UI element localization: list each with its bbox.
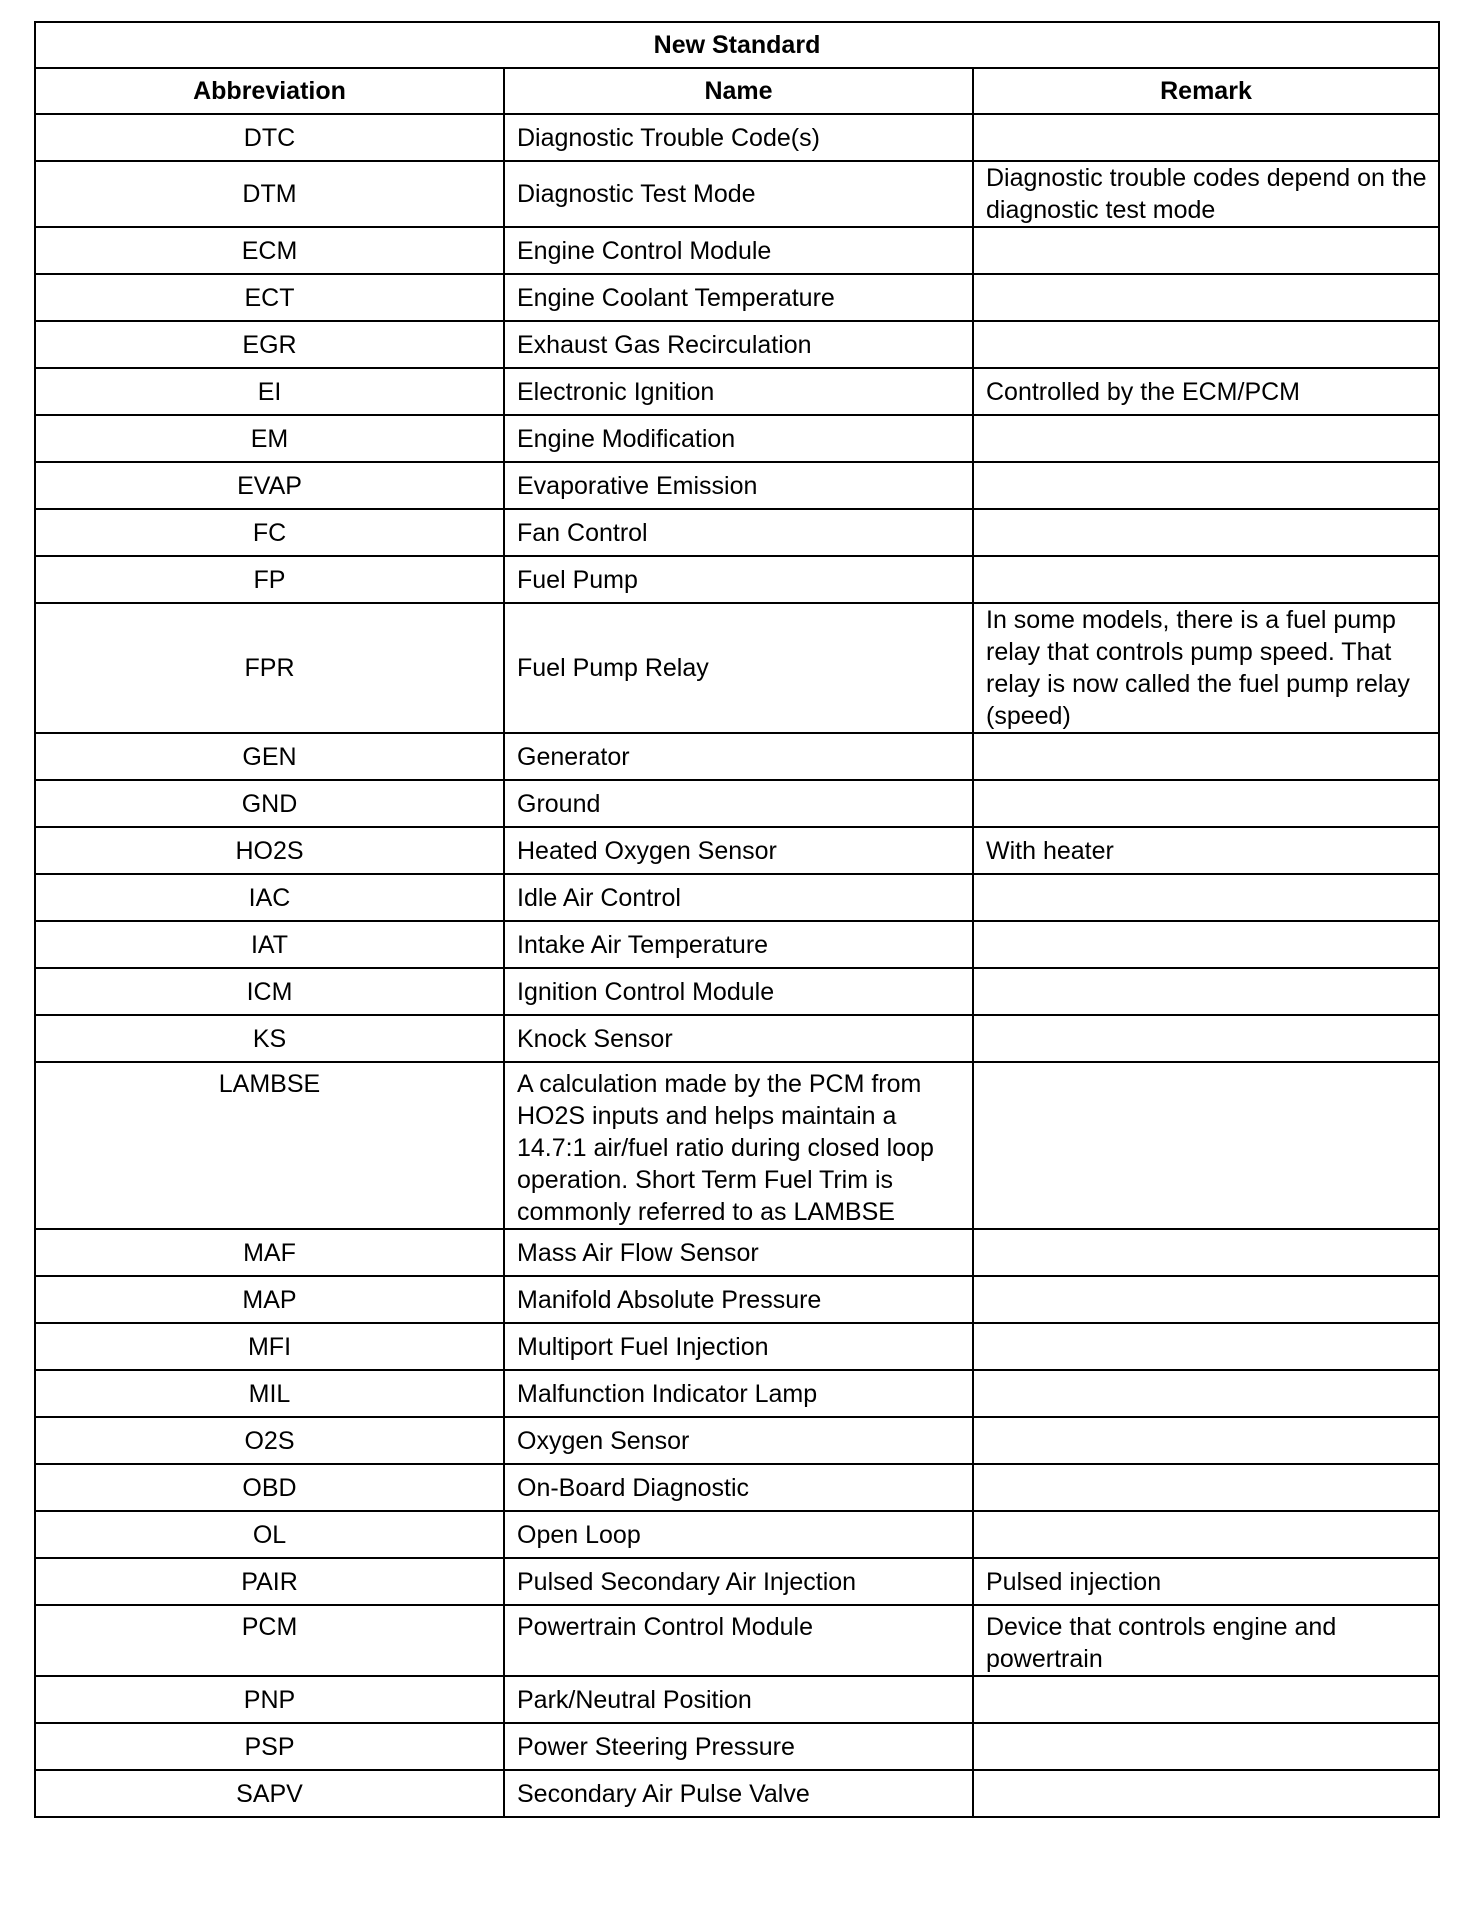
name-cell: Powertrain Control Module: [504, 1605, 973, 1676]
remark-cell: [973, 415, 1439, 462]
table-header-row: [35, 68, 1439, 114]
name-cell: Fuel Pump: [504, 556, 973, 603]
name-cell: Engine Control Module: [504, 227, 973, 274]
abbreviation-cell: O2S: [35, 1417, 504, 1464]
name-cell: Generator: [504, 733, 973, 780]
name-cell: Electronic Ignition: [504, 368, 973, 415]
remark-cell: With heater: [973, 827, 1439, 874]
table-row: [35, 462, 1439, 509]
name-cell: Fan Control: [504, 509, 973, 556]
abbreviation-cell: FC: [35, 509, 504, 556]
table-row: [35, 603, 1439, 733]
abbreviation-cell: IAC: [35, 874, 504, 921]
remark-cell: [973, 1464, 1439, 1511]
table-row: [35, 1417, 1439, 1464]
abbreviation-cell: PCM: [35, 1605, 504, 1676]
abbreviation-cell: ECM: [35, 227, 504, 274]
table-row: [35, 556, 1439, 603]
table-row: [35, 968, 1439, 1015]
table-row: [35, 509, 1439, 556]
table-row: [35, 1464, 1439, 1511]
name-cell: Ignition Control Module: [504, 968, 973, 1015]
name-cell: Engine Modification: [504, 415, 973, 462]
remark-cell: [973, 733, 1439, 780]
name-cell: Engine Coolant Temperature: [504, 274, 973, 321]
name-cell: Fuel Pump Relay: [504, 603, 973, 733]
abbreviation-cell: EM: [35, 415, 504, 462]
remark-cell: [973, 1276, 1439, 1323]
name-cell: Malfunction Indicator Lamp: [504, 1370, 973, 1417]
abbreviation-cell: PAIR: [35, 1558, 504, 1605]
name-cell: Exhaust Gas Recirculation: [504, 321, 973, 368]
column-header-remark: Remark: [973, 68, 1439, 114]
remark-cell: [973, 1511, 1439, 1558]
remark-cell: [973, 1062, 1439, 1229]
abbreviation-cell: PSP: [35, 1723, 504, 1770]
abbreviation-cell: EI: [35, 368, 504, 415]
name-cell: A calculation made by the PCM from HO2S inputs and helps maintain a 14.7:1 air/fuel ratio during closed loop operation. Short Term Fuel Trim is commonly referred to as LAMBSE: [504, 1062, 973, 1229]
remark-cell: [973, 1015, 1439, 1062]
remark-cell: [973, 321, 1439, 368]
remark-cell: [973, 1770, 1439, 1817]
table-row: [35, 874, 1439, 921]
abbreviation-cell: FPR: [35, 603, 504, 733]
abbreviation-cell: ECT: [35, 274, 504, 321]
abbreviation-cell: LAMBSE: [35, 1062, 504, 1229]
name-cell: Diagnostic Trouble Code(s): [504, 114, 973, 161]
name-cell: Power Steering Pressure: [504, 1723, 973, 1770]
remark-cell: [973, 509, 1439, 556]
abbreviation-cell: SAPV: [35, 1770, 504, 1817]
remark-cell: [973, 114, 1439, 161]
name-cell: Ground: [504, 780, 973, 827]
remark-cell: Controlled by the ECM/PCM: [973, 368, 1439, 415]
table-row: [35, 1558, 1439, 1605]
abbreviation-cell: KS: [35, 1015, 504, 1062]
remark-cell: Device that controls engine and powertrain: [973, 1605, 1439, 1676]
column-header-name: Name: [504, 68, 973, 114]
name-cell: Intake Air Temperature: [504, 921, 973, 968]
name-cell: Multiport Fuel Injection: [504, 1323, 973, 1370]
table-row: [35, 827, 1439, 874]
table-row: [35, 1370, 1439, 1417]
remark-cell: [973, 227, 1439, 274]
name-cell: Oxygen Sensor: [504, 1417, 973, 1464]
abbreviation-cell: DTM: [35, 161, 504, 227]
table-title: New Standard: [35, 22, 1439, 68]
abbreviation-cell: MAF: [35, 1229, 504, 1276]
remark-cell: [973, 874, 1439, 921]
abbreviation-cell: MFI: [35, 1323, 504, 1370]
table-row: [35, 227, 1439, 274]
table-row: [35, 1511, 1439, 1558]
table-row: [35, 1323, 1439, 1370]
table-row: [35, 114, 1439, 161]
table-row: [35, 780, 1439, 827]
table-row: [35, 1276, 1439, 1323]
abbreviation-cell: MIL: [35, 1370, 504, 1417]
remark-cell: [973, 1417, 1439, 1464]
abbreviation-cell: ICM: [35, 968, 504, 1015]
abbreviation-cell: OBD: [35, 1464, 504, 1511]
name-cell: Heated Oxygen Sensor: [504, 827, 973, 874]
remark-cell: Diagnostic trouble codes depend on the diagnostic test mode: [973, 161, 1439, 227]
remark-cell: [973, 1723, 1439, 1770]
abbreviation-cell: PNP: [35, 1676, 504, 1723]
table-row: [35, 1062, 1439, 1229]
table-row: [35, 921, 1439, 968]
table-row: [35, 1770, 1439, 1817]
name-cell: Evaporative Emission: [504, 462, 973, 509]
abbreviation-cell: GND: [35, 780, 504, 827]
remark-cell: [973, 921, 1439, 968]
table-row: [35, 1015, 1439, 1062]
name-cell: Knock Sensor: [504, 1015, 973, 1062]
abbreviation-cell: FP: [35, 556, 504, 603]
abbreviation-cell: DTC: [35, 114, 504, 161]
remark-cell: [973, 1370, 1439, 1417]
name-cell: Mass Air Flow Sensor: [504, 1229, 973, 1276]
table-row: [35, 733, 1439, 780]
table-title-row: [35, 22, 1439, 68]
table-row: [35, 415, 1439, 462]
name-cell: Secondary Air Pulse Valve: [504, 1770, 973, 1817]
name-cell: Diagnostic Test Mode: [504, 161, 973, 227]
table-row: [35, 1229, 1439, 1276]
remark-cell: [973, 556, 1439, 603]
remark-cell: [973, 274, 1439, 321]
remark-cell: In some models, there is a fuel pump relay that controls pump speed. That relay is now called the fuel pump relay (speed): [973, 603, 1439, 733]
remark-cell: [973, 968, 1439, 1015]
table-row: [35, 274, 1439, 321]
abbreviation-cell: IAT: [35, 921, 504, 968]
remark-cell: [973, 1676, 1439, 1723]
name-cell: Park/Neutral Position: [504, 1676, 973, 1723]
remark-cell: [973, 1229, 1439, 1276]
abbreviation-table: [34, 21, 1440, 1818]
remark-cell: [973, 462, 1439, 509]
table-row: [35, 1723, 1439, 1770]
abbreviation-cell: OL: [35, 1511, 504, 1558]
column-header-abbreviation: Abbreviation: [35, 68, 504, 114]
remark-cell: [973, 780, 1439, 827]
name-cell: Manifold Absolute Pressure: [504, 1276, 973, 1323]
abbreviation-cell: EVAP: [35, 462, 504, 509]
table-row: [35, 368, 1439, 415]
abbreviation-cell: MAP: [35, 1276, 504, 1323]
remark-cell: Pulsed injection: [973, 1558, 1439, 1605]
table-row: [35, 1605, 1439, 1676]
table-row: [35, 161, 1439, 227]
name-cell: Open Loop: [504, 1511, 973, 1558]
table-row: [35, 1676, 1439, 1723]
abbreviation-cell: GEN: [35, 733, 504, 780]
abbreviation-cell: EGR: [35, 321, 504, 368]
remark-cell: [973, 1323, 1439, 1370]
name-cell: Pulsed Secondary Air Injection: [504, 1558, 973, 1605]
abbreviation-cell: HO2S: [35, 827, 504, 874]
name-cell: On-Board Diagnostic: [504, 1464, 973, 1511]
table-body: [35, 114, 1439, 1817]
table-row: [35, 321, 1439, 368]
name-cell: Idle Air Control: [504, 874, 973, 921]
